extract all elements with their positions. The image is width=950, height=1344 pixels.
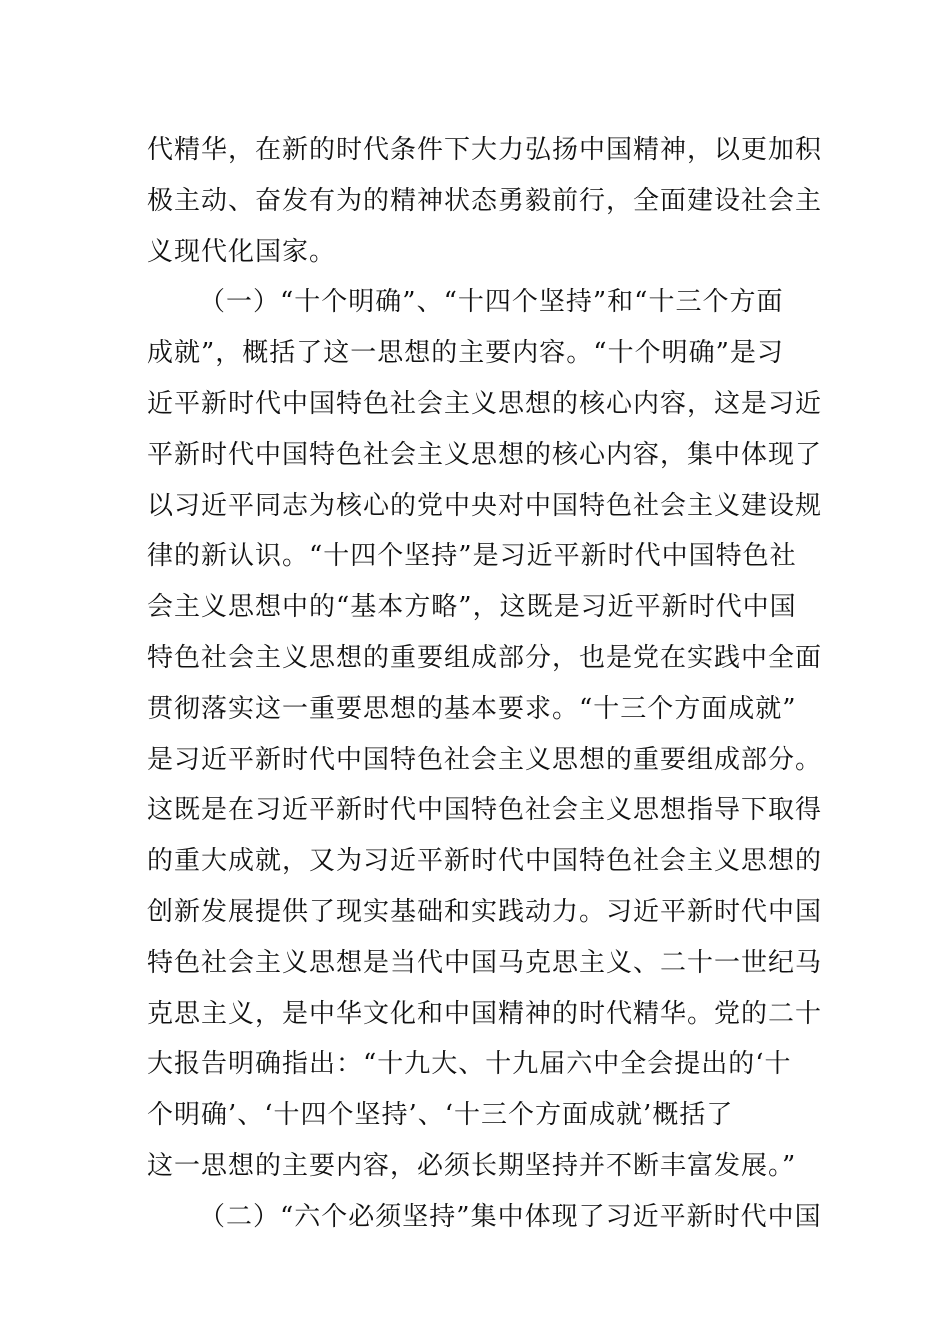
text-line: 个明确’、‘十四个坚持’、‘十三个方面成就’概括了 — [147, 1100, 734, 1131]
text-line: 克思主义，是中华文化和中国精神的时代精华。党的二十 — [147, 998, 823, 1029]
text-line: 特色社会主义思想是当代中国马克思主义、二十一世纪马 — [147, 947, 823, 978]
text-line: 这既是在习近平新时代中国特色社会主义思想指导下取得 — [147, 795, 823, 826]
paragraph-start-line: （二）“六个必须坚持”集中体现了习近平新时代中国 — [199, 1201, 822, 1232]
text-line: 近平新时代中国特色社会主义思想的核心内容，这是习近 — [147, 388, 823, 419]
text-line: 创新发展提供了现实基础和实践动力。习近平新时代中国 — [147, 896, 823, 927]
text-line: 律的新认识。“十四个坚持”是习近平新时代中国特色社 — [147, 541, 797, 572]
paragraph-start-line: （一）“十个明确”、“十四个坚持”和“十三个方面 — [199, 287, 784, 318]
text-line: 以习近平同志为核心的党中央对中国特色社会主义建设规 — [147, 490, 823, 521]
text-line: 会主义思想中的“基本方略”，这既是习近平新时代中国 — [147, 592, 797, 623]
text-line: 极主动、奋发有为的精神状态勇毅前行，全面建设社会主 — [147, 185, 823, 216]
text-line: 特色社会主义思想的重要组成部分，也是党在实践中全面 — [147, 642, 823, 673]
text-line: 是习近平新时代中国特色社会主义思想的重要组成部分。 — [147, 744, 823, 775]
text-line: 的重大成就，又为习近平新时代中国特色社会主义思想的 — [147, 846, 823, 877]
text-line: 这一思想的主要内容，必须长期坚持并不断丰富发展。” — [147, 1150, 797, 1181]
text-line: 平新时代中国特色社会主义思想的核心内容，集中体现了 — [147, 439, 823, 470]
text-line: 大报告明确指出：“十九大、十九届六中全会提出的‘十 — [147, 1049, 792, 1080]
text-line: 代精华，在新的时代条件下大力弘扬中国精神，以更加积 — [147, 135, 823, 165]
body-text — [147, 125, 823, 1243]
text-line: 贯彻落实这一重要思想的基本要求。“十三个方面成就” — [147, 693, 797, 724]
text-line: 义现代化国家。 — [147, 236, 337, 267]
text-line: 成就”，概括了这一思想的主要内容。“十个明确”是习 — [147, 338, 784, 369]
